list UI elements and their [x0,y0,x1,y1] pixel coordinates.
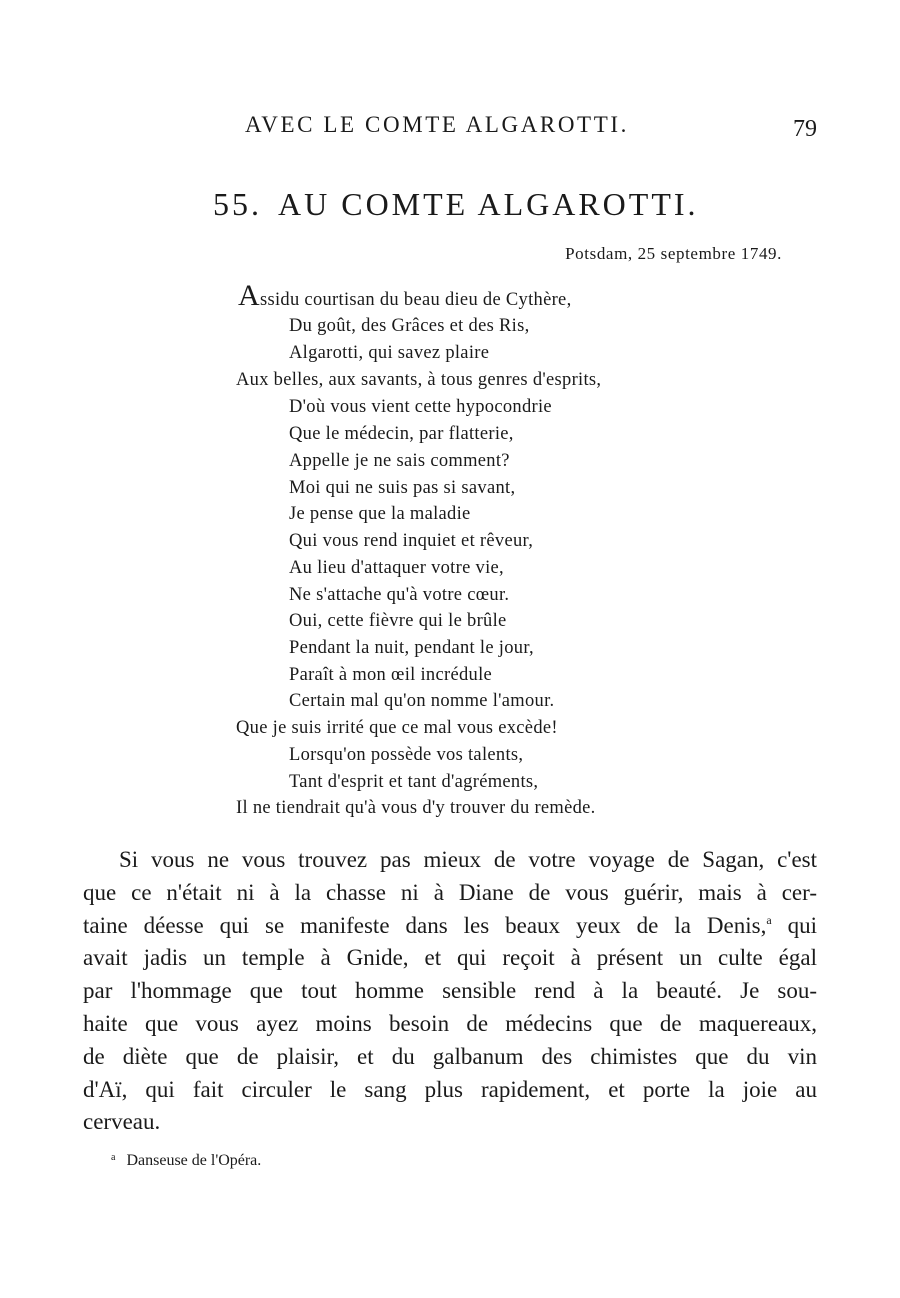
prose-line: taine déesse qui se manifeste dans les beaux yeux de la Denis,$^a$ qui [83,912,818,938]
verse-line: Ne s'attache qu'à votre cœur. [289,585,510,605]
verse-line: Certain mal qu'on nomme l'amour. [289,691,555,711]
prose-line: Si vous ne vous trouvez pas mieux de votre voyage de Sagan, c'est [119,847,817,872]
verse-line: D'où vous vient cette hypocondrie [289,397,552,417]
verse-line: Du goût, des Grâces et des Ris, [289,316,530,336]
verse-line: Assidu courtisan du beau dieu de Cythère, [238,279,572,312]
running-head [0,112,900,142]
verse-line: Oui, cette fièvre qui le brûle [289,611,507,631]
verse-line: Tant d'esprit et tant d'agréments, [289,772,539,792]
verse-line: Moi qui ne suis pas si savant, [289,478,516,498]
running-title: AVEC LE COMTE ALGAROTTI. [245,112,629,137]
prose-line: avait jadis un temple à Gnide, et qui reçoit à présent un culte égal [83,945,817,971]
verse-line: Il ne tiendrait qu'à vous d'y trouver du remède. [236,798,596,818]
verse-line: Que le médecin, par flatterie, [289,424,514,444]
page-number: 79 [793,116,817,142]
verse-line: Algarotti, qui savez plaire [289,343,490,363]
verse-line: Paraît à mon œil incrédule [289,665,493,685]
verse-line: Aux belles, aux savants, à tous genres d'esprits, [236,370,602,390]
verse-line: Pendant la nuit, pendant le jour, [289,638,534,658]
footnote [111,1152,261,1170]
verse-line: Que je suis irrité que ce mal vous excède! [236,718,558,738]
prose-line: haite que vous ayez moins besoin de médecins que de maquereaux, [83,1010,817,1036]
verse-line: Au lieu d'attaquer votre vie, [289,558,504,578]
dateline: Potsdam, 25 septembre 1749. [565,244,782,263]
verse-line: Je pense que la maladie [289,504,471,524]
letter-number: 55. [213,186,262,222]
verse-line: Appelle je ne sais comment? [289,451,510,471]
prose-line: que ce n'était ni à la chasse ni à Diane de vous guérir, mais à cer- [83,879,817,905]
footnote-text: Danseuse de l'Opéra. [126,1152,262,1169]
prose-line: cerveau. [83,1109,161,1135]
prose-line: par l'hommage que tout homme sensible rend à la beauté. Je sou- [83,978,817,1004]
footnote-reference: a [766,912,772,927]
letter-title: AU COMTE ALGAROTTI. [278,186,699,222]
letter-heading [213,186,699,223]
prose-line: de diète que de plaisir, et du galbanum des chimistes que du vin [83,1043,817,1069]
verse-line: Qui vous rend inquiet et rêveur, [289,531,534,551]
verse-line: Lorsqu'on possède vos talents, [289,745,524,765]
prose-paragraph [83,844,817,1139]
drop-cap: A [238,279,260,312]
footnote-mark: a [111,1152,116,1163]
prose-line: d'Aï, qui fait circuler le sang plus rapidement, et porte la joie au [83,1076,817,1102]
